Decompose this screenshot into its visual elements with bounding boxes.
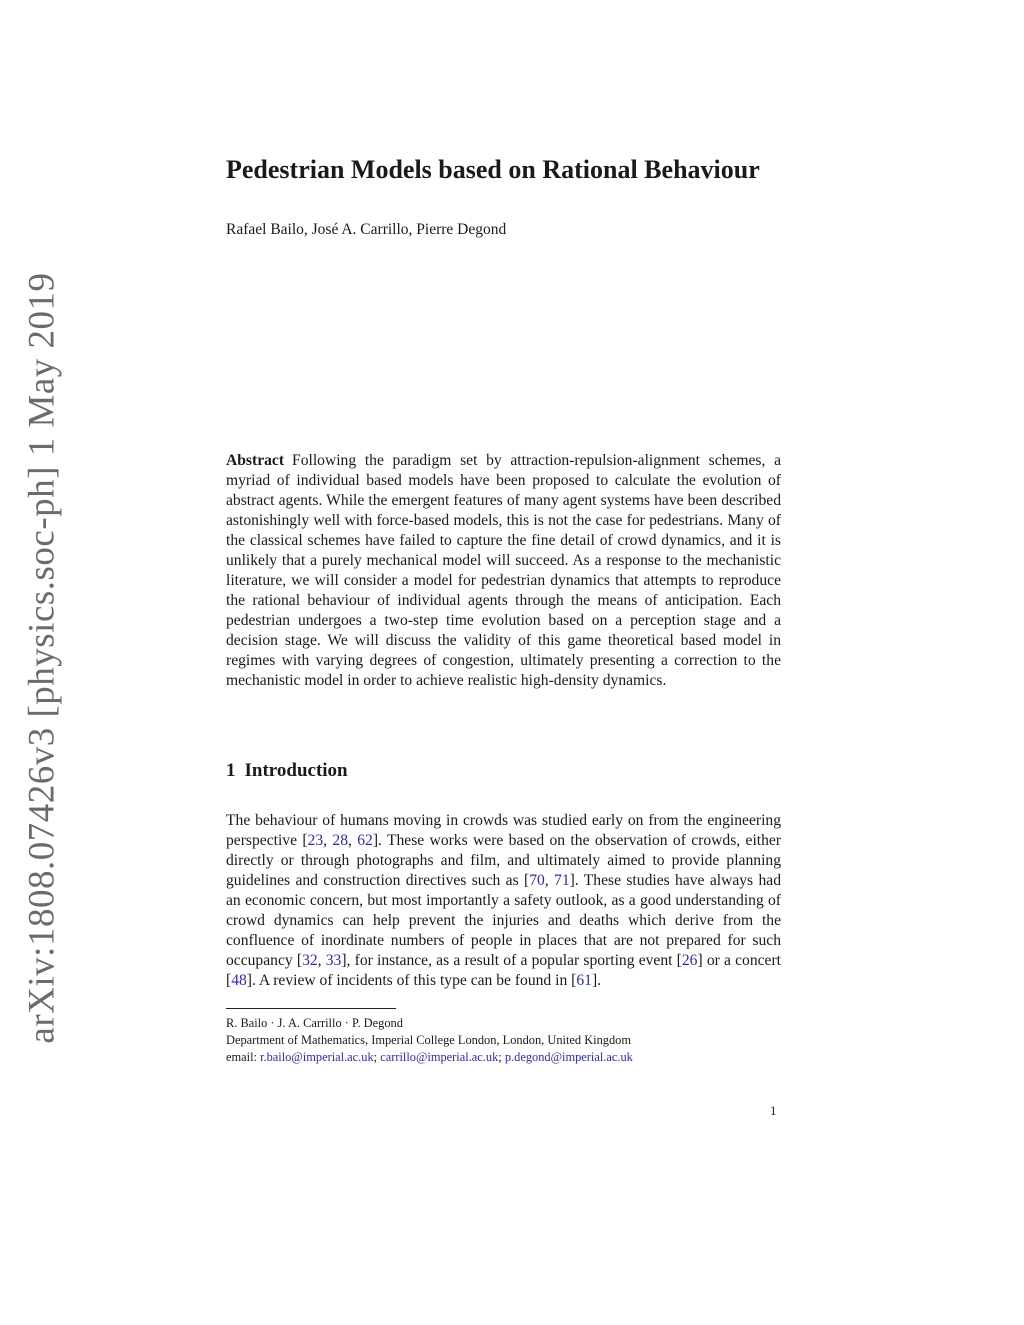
abstract	[226, 451, 781, 691]
email-link-degond[interactable]: p.degond@imperial.ac.uk	[504, 1050, 633, 1064]
footnote-affiliation: Department of Mathematics, Imperial College London, London, United Kingdom	[226, 1033, 632, 1047]
intro-text: ] or a concert [	[226, 952, 782, 989]
email-link-carrillo[interactable]: carrillo@imperial.ac.uk	[380, 1050, 499, 1064]
email-separator: ;	[373, 1050, 381, 1064]
footnote-email-line	[226, 1049, 786, 1066]
citation-separator: ,	[544, 872, 555, 889]
email-link-bailo[interactable]: r.bailo@imperial.ac.uk	[260, 1050, 374, 1064]
intro-text: ]. These works were based on the observation of crowds, either directly or through photographs and film, and ultimately aimed to provide planning guidelines and construction directives such as [	[226, 832, 782, 889]
author-list: Rafael Bailo, José A. Carrillo, Pierre Degond	[226, 221, 507, 238]
section-heading	[226, 760, 348, 782]
arxiv-stamp-text: arXiv:1808.07426v3 [physics.soc-ph] 1 May 2019	[21, 272, 63, 1044]
citation-link[interactable]: 48	[231, 972, 247, 989]
section-number: 1	[226, 760, 236, 781]
citation-link[interactable]: 26	[681, 952, 698, 969]
intro-text: ].	[591, 972, 602, 989]
citation-separator: ,	[317, 952, 326, 969]
email-separator: ;	[498, 1050, 505, 1064]
citation-link[interactable]: 61	[576, 972, 592, 989]
citation-separator: ,	[347, 832, 358, 849]
citation-link[interactable]: 33	[325, 952, 342, 969]
citation-link[interactable]: 32	[302, 952, 318, 969]
citation-separator: ,	[323, 832, 333, 849]
intro-text: ]. These studies have always had an economic concern, but most importantly a safety outlook, as a good understanding of crowd dynamics can help prevent the injuries and deaths which derive from the confluence of inordinate numbers of people in places that are not prepared for such occupancy [	[226, 872, 781, 969]
intro-text: ]. A review of incidents of this type can be found in [	[246, 972, 577, 989]
footnote	[226, 1015, 786, 1066]
citation-link[interactable]: 23	[307, 832, 324, 849]
footnote-authors: R. Bailo · J. A. Carrillo · P. Degond	[226, 1016, 403, 1030]
footnote-divider	[226, 1008, 396, 1009]
paper-title: Pedestrian Models based on Rational Behaviour	[226, 155, 760, 184]
abstract-text: Following the paradigm set by attraction-repulsion-alignment schemes, a myriad of individual based models have been proposed to calculate the evolution of abstract agents. While the emergent features of many agent systems have been described astonishingly well with force-based models, this is not the case for pedestrians. Many of the classical schemes have failed to capture the fine detail of crowd dynamics, and it is unlikely that a purely mechanical model will succeed. As a response to the mechanistic literature, we will consider a model for pedestrian dynamics that attempts to reproduce the rational behaviour of individual agents through the means of anticipation. Each pedestrian undergoes a two-step time evolution based on a perception stage and a decision stage. We will discuss the validity of this game theoretical based model in regimes with varying degrees of congestion, ultimately presenting a correction to the mechanistic model in order to achieve realistic high-density dynamics.	[226, 452, 781, 689]
citation-link[interactable]: 71	[554, 872, 570, 889]
introduction-paragraph	[226, 811, 781, 991]
email-label: email:	[226, 1050, 261, 1064]
intro-text: The behaviour of humans moving in crowds was studied early on from the engineering perspective [	[226, 812, 781, 849]
citation-link[interactable]: 62	[357, 832, 373, 849]
citation-link[interactable]: 70	[529, 872, 545, 889]
page-number: 1	[770, 1103, 777, 1118]
abstract-label: Abstract	[226, 452, 285, 469]
intro-text: ], for instance, as a result of a popular sporting event [	[341, 952, 682, 969]
citation-link[interactable]: 28	[332, 832, 348, 849]
section-title: Introduction	[244, 760, 348, 781]
